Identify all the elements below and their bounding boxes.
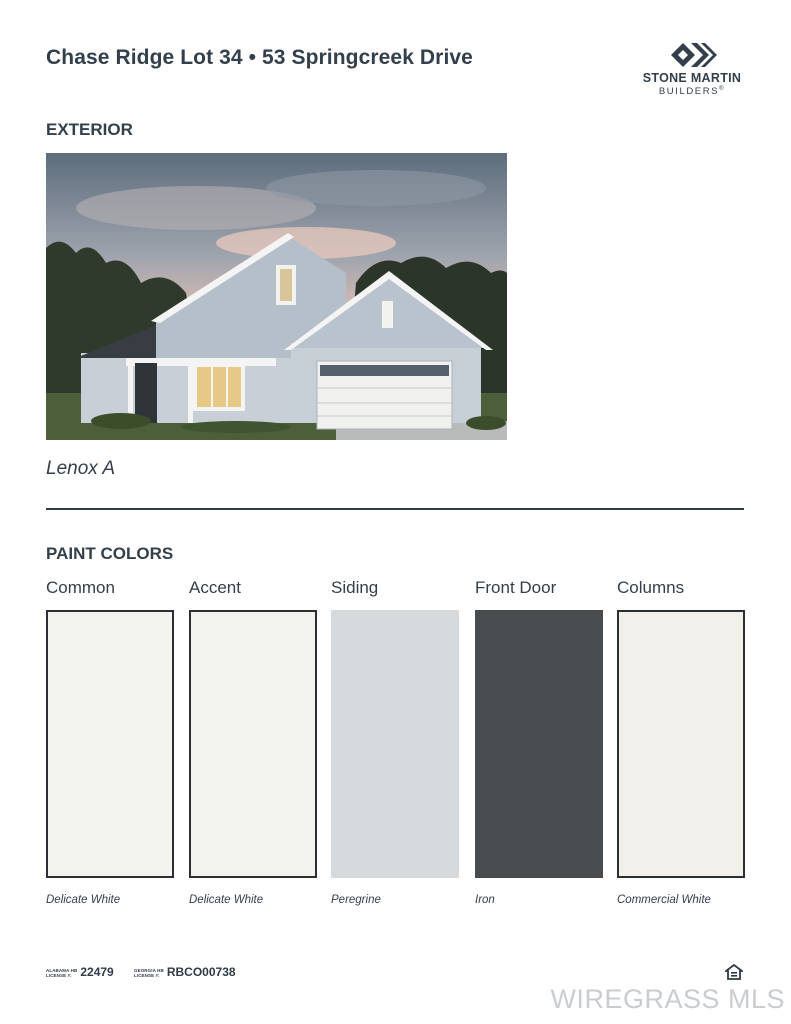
swatch-siding	[331, 578, 459, 906]
swatch-common	[46, 578, 174, 906]
color-swatch	[475, 610, 603, 878]
model-name: Lenox A	[46, 458, 116, 479]
builder-logo	[636, 42, 748, 106]
alabama-license: ALABAMA HB LICENSE #: 22479	[46, 965, 114, 979]
swatch-label: Accent	[189, 578, 241, 597]
swatch-accent	[189, 578, 317, 906]
exterior-heading: EXTERIOR	[46, 120, 133, 139]
color-swatch	[331, 610, 459, 878]
logo-name: STONE MARTIN	[642, 71, 742, 85]
page-title: Chase Ridge Lot 34 • 53 Springcreek Drive	[46, 46, 473, 69]
swatch-columns	[617, 578, 745, 906]
equal-housing-opportunity-icon	[725, 964, 743, 980]
swatch-label: Front Door	[475, 578, 557, 597]
color-name: Iron	[475, 894, 495, 906]
logo-subtitle: BUILDERS®	[658, 86, 726, 97]
swatch-label: Common	[46, 578, 115, 597]
color-swatch	[617, 610, 745, 878]
paint-colors-heading: PAINT COLORS	[46, 544, 174, 563]
section-divider	[46, 508, 744, 510]
swatch-label: Columns	[617, 578, 685, 597]
color-name: Peregrine	[331, 894, 381, 906]
color-swatch	[189, 610, 317, 878]
georgia-license: GEORGIA HB LICENSE #: RBCO00738	[134, 965, 236, 979]
color-name: Delicate White	[189, 894, 264, 906]
house-rendering-image	[46, 153, 507, 440]
mls-watermark: WIREGRASS MLS	[550, 984, 785, 1014]
color-name: Delicate White	[46, 894, 121, 906]
color-swatch	[46, 610, 174, 878]
swatch-label: Siding	[331, 578, 379, 597]
color-name: Commercial White	[617, 894, 711, 906]
stone-martin-chevron-logo-icon	[667, 42, 717, 68]
swatch-front-door	[475, 578, 603, 906]
